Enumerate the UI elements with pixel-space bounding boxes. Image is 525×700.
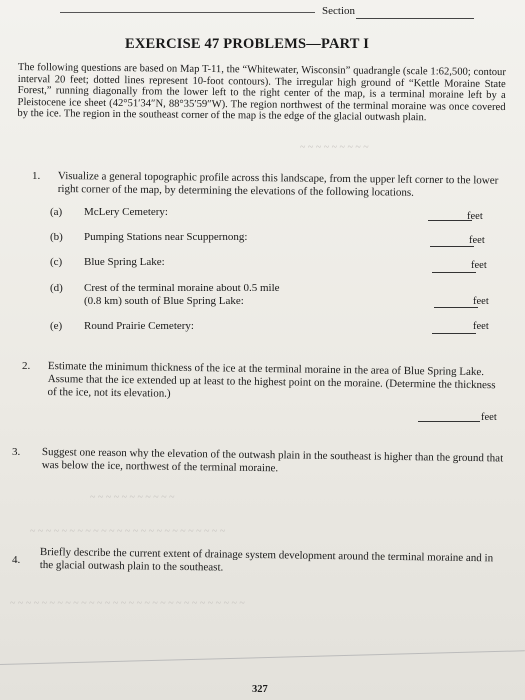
section-blank <box>356 18 474 19</box>
item-d-label: Crest of the terminal moraine about 0.5 mile <box>84 282 280 294</box>
item-e-unit: feet <box>473 321 489 332</box>
item-e-answer-line[interactable] <box>432 333 476 334</box>
item-b-label: Pumping Stations near Scuppernong: <box>84 231 248 243</box>
item-b-unit: feet <box>469 235 485 246</box>
page-edge-line <box>0 650 525 665</box>
bleed-through-text: ~ ~ ~ ~ ~ ~ ~ ~ ~ ~ ~ ~ ~ ~ ~ ~ ~ ~ ~ ~ ~ ~ ~ ~ ~ <box>30 526 226 537</box>
question-2-number: 2. <box>22 360 31 372</box>
page-title: EXERCISE 47 PROBLEMS—PART I <box>125 36 370 52</box>
item-c-letter: (c) <box>50 256 63 268</box>
question-3-text: Suggest one reason why the elevation of the outwash plain in the southeast is higher than the ground that was below the ice, northwest of the terminal moraine. <box>41 446 504 475</box>
item-c <box>50 256 165 268</box>
bleed-through-text: ~ ~ ~ ~ ~ ~ ~ ~ ~ ~ ~ <box>90 492 175 503</box>
question-2-text: Estimate the minimum thickness of the ice at the terminal moraine in the area of Blue Spring Lake. Assume that the ice extended up at least to the highest point on the moraine. (Determine the thickness of the ice, not its elevation.) <box>47 360 496 400</box>
question-4-text: Briefly describe the current extent of drainage system development around the terminal moraine and in the glacial outwash plain to the southeast. <box>39 546 494 574</box>
item-e <box>50 320 194 332</box>
item-c-unit: feet <box>471 260 487 271</box>
section-label: Section <box>322 5 355 17</box>
page-number: 327 <box>252 684 268 695</box>
item-c-label: Blue Spring Lake: <box>84 256 165 268</box>
item-d <box>50 282 280 294</box>
question-3-number: 3. <box>12 446 21 458</box>
question-2-answer-line[interactable] <box>418 421 480 422</box>
item-d-answer-line[interactable] <box>434 307 478 308</box>
item-a-letter: (a) <box>50 206 63 218</box>
item-a-unit: feet <box>467 211 483 222</box>
item-b <box>50 231 247 243</box>
item-a-answer-line[interactable] <box>428 220 472 221</box>
item-e-label: Round Prairie Cemetery: <box>84 320 194 332</box>
item-e-letter: (e) <box>50 320 63 332</box>
intro-paragraph: The following questions are based on Map T-11, the “Whitewater, Wisconsin” quadrangle (scale 1:62,500; contour interval 20 feet; dotted lines represent 10-foot contours). The irregular high ground of “Kettle Moraine State Forest,” running diagonally from the lower left to the right center of the map, is a terminal moraine left by a Pleistocene ice sheet (42°51′34″N, 88°35′59″W). The region northwest of the terminal moraine was once covered by the ice. The region in the southeast corner of the map is the edge of the glacial outwash plain. <box>17 62 506 124</box>
item-d-label-line-2: (0.8 km) south of Blue Spring Lake: <box>84 295 244 307</box>
item-d-unit: feet <box>473 296 489 307</box>
question-1-text: Visualize a general topographic profile across this landscape, from the upper left corner to the lower right corner of the map, by determining the elevations of the following locations. <box>57 170 499 199</box>
bleed-through-text: ~ ~ ~ ~ ~ ~ ~ ~ ~ <box>300 142 369 153</box>
item-b-letter: (b) <box>50 231 63 243</box>
item-a-label: McLery Cemetery: <box>84 206 168 218</box>
item-a <box>50 206 168 218</box>
bleed-through-text: ~ ~ ~ ~ ~ ~ ~ ~ ~ ~ ~ ~ ~ ~ ~ ~ ~ ~ ~ ~ ~ ~ ~ ~ ~ ~ ~ ~ ~ ~ <box>10 598 245 609</box>
question-1-number: 1. <box>32 170 41 182</box>
item-b-answer-line[interactable] <box>430 246 474 247</box>
question-4-number: 4. <box>12 554 21 566</box>
item-d-letter: (d) <box>50 282 63 294</box>
name-line <box>60 12 315 13</box>
item-c-answer-line[interactable] <box>432 272 476 273</box>
question-2-unit: feet <box>481 412 497 423</box>
